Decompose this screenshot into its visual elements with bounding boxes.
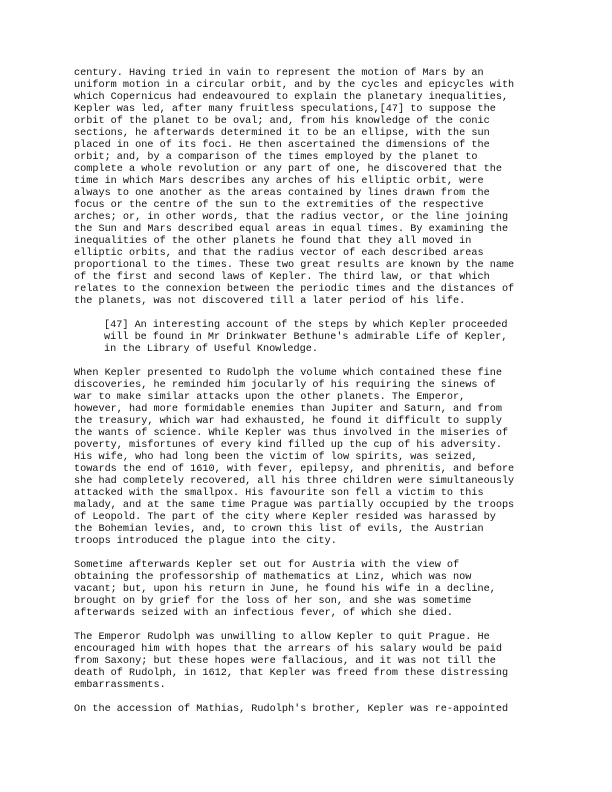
text-line: uniform motion in a circular orbit, and by the cycles and epicycles with [74, 80, 515, 91]
text-line: the Bohemian levies, and, to crown this list of evils, the Austrian [74, 524, 484, 535]
text-line: elliptic orbits, and that the radius vector of each described areas [74, 248, 484, 259]
text-line: afterwards seized with an infectious fever, of which she died. [74, 608, 454, 619]
text-line: complete a whole revolution or any part of one, he discovered that the [74, 164, 502, 175]
text-line: the treasury, which war had exhausted, he found it difficult to supply [74, 416, 502, 427]
text-line: placed in one of its foci. He then ascertained the dimensions of the [74, 140, 490, 151]
text-line: the wants of science. While Kepler was thus involved in the miseries of [74, 428, 509, 439]
footnote-line: in the Library of Useful Knowledge. [104, 344, 318, 355]
text-line: however, had more formidable enemies than Jupiter and Saturn, and from [74, 404, 502, 415]
text-line: embarrassments. [74, 680, 166, 691]
text-line: of Leopold. The part of the city where Kepler resided was harassed by [74, 512, 496, 523]
text-line: century. Having tried in vain to represent the motion of Mars by an [74, 68, 484, 79]
text-line: His wife, who had long been the victim of low spirits, was seized, [74, 452, 478, 463]
paragraph-rudolph-misfortunes [74, 368, 604, 548]
text-line: the planets, was not discovered till a later period of his life. [74, 296, 466, 307]
paragraph-kepler-laws [74, 68, 604, 308]
text-line: encouraged him with hopes that the arrears of his salary would be paid [74, 644, 502, 655]
text-line-footnote-ref: Kepler was led, after many fruitless speculations,[47] to suppose the [74, 104, 496, 115]
text-line: arches; or, in other words, that the radius vector, or the line joining [74, 212, 509, 223]
text-line: from Saxony; but these hopes were fallacious, and it was not till the [74, 656, 496, 667]
text-line: inequalities of the other planets he found that they all moved in [74, 236, 472, 247]
text-line: of the first and second laws of Kepler. The third law, or that which [74, 272, 490, 283]
text-line: poverty, misfortunes of every kind filled up the cup of his adversity. [74, 440, 502, 451]
paragraph-linz-professorship [74, 560, 604, 620]
text-line: always to one another as the areas contained by lines drawn from the [74, 188, 490, 199]
paragraph-mathias-accession [74, 704, 604, 716]
text-line: orbit; and, by a comparison of the times employed by the planet to [74, 152, 478, 163]
text-line: brought on by grief for the loss of her son, and she was sometime [74, 596, 472, 607]
paragraph-emperor-rudolph [74, 632, 604, 692]
document-page [74, 68, 604, 728]
text-line: the Sun and Mars described equal areas in equal times. By examining the [74, 224, 509, 235]
text-line: Sometime afterwards Kepler set out for Austria with the view of [74, 560, 460, 571]
text-line: which Copernicus had endeavoured to explain the planetary inequalities, [74, 92, 509, 103]
text-line: death of Rudolph, in 1612, that Kepler was freed from these distressing [74, 668, 509, 679]
text-line: malady, and at the same time Prague was partially occupied by the troops [74, 500, 515, 511]
text-line: orbit of the planet to be oval; and, from his knowledge of the conic [74, 116, 490, 127]
footnote-line: [47] An interesting account of the steps by which Kepler proceeded [104, 320, 508, 331]
text-line: sections, he afterwards determined it to be an ellipse, with the sun [74, 128, 490, 139]
text-line: war to make similar attacks upon the other planets. The Emperor, [74, 392, 466, 403]
text-line: troops introduced the plague into the city. [74, 536, 337, 547]
text-line: relates to the connexion between the periodic times and the distances of [74, 284, 515, 295]
text-line: On the accession of Mathias, Rudolph's brother, Kepler was re-appointed [74, 704, 509, 715]
text-line: The Emperor Rudolph was unwilling to allow Kepler to quit Prague. He [74, 632, 490, 643]
text-line: discoveries, he reminded him jocularly of his requiring the sinews of [74, 380, 496, 391]
text-line: towards the end of 1610, with fever, epilepsy, and phrenitis, and before [74, 464, 515, 475]
text-line: obtaining the professorship of mathematics at Linz, which was now [74, 572, 472, 583]
text-line: focus or the centre of the sun to the extremities of the respective [74, 200, 484, 211]
text-line: vacant; but, upon his return in June, he found his wife in a decline, [74, 584, 496, 595]
footnote-line: will be found in Mr Drinkwater Bethune's admirable Life of Kepler, [104, 332, 508, 343]
text-line: attacked with the smallpox. His favourite son fell a victim to this [74, 488, 484, 499]
text-line: When Kepler presented to Rudolph the volume which contained these fine [74, 368, 502, 379]
footnote-47 [104, 320, 604, 356]
text-line: she had completely recovered, all his three children were simultaneously [74, 476, 515, 487]
text-line: proportional to the times. These two great results are known by the name [74, 260, 515, 271]
text-line: time in which Mars describes any arches of his elliptic orbit, were [74, 176, 484, 187]
